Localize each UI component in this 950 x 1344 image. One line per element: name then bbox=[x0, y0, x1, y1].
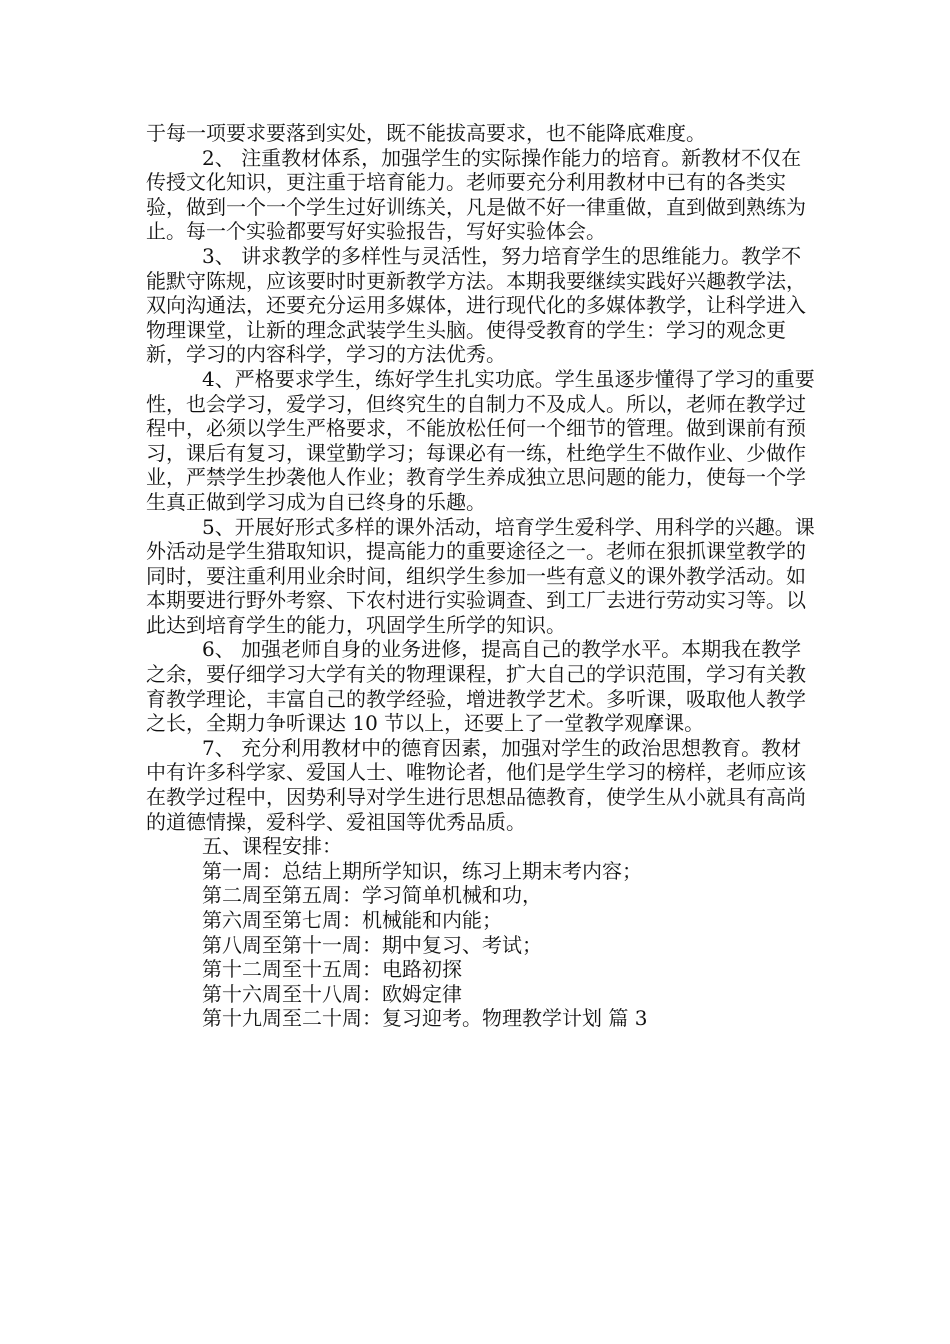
paragraph-item-3: 3、 讲求教学的多样性与灵活性，努力培育学生的思维能力。教学不能默守陈规，应该要时时更新教学方法。本期我要继续实践好兴趣教学法，双向沟通法，还要充分运用多媒体，进行现代化的多媒体教学，让科学进入物理课堂，让新的理念武装学生头脑。使得受教育的学生：学习的观念更新，学习的内容科学，学习的方法优秀。 bbox=[146, 243, 806, 367]
paragraph-item-5: 5、开展好形式多样的课外活动，培育学生爱科学、用科学的兴趣。课外活动是学生猎取知识，提高能力的重要途径之一。老师在狠抓课堂教学的同时，要注重利用业余时间，组织学生参加一些有意义的课外教学活动。如本期要进行野外考察、下农村进行实验调查、到工厂去进行劳动实习等。以此达到培育学生的能力，巩固学生所学的知识。 bbox=[146, 514, 815, 637]
paragraph-item-2: 2、 注重教材体系，加强学生的实际操作能力的培育。新教材不仅在传授文化知识，更注重于培育能力。老师要充分利用教材中已有的各类实验，做到一个一个学生过好训练关，凡是做不好一律重做，直到做到熟练为止。每一个实验都要写好实验报告，写好实验体会。 bbox=[146, 145, 806, 244]
schedule-item: 第十六周至十八周：欧姆定律 bbox=[202, 981, 462, 1006]
schedule-item: 第二周至第五周：学习简单机械和功， bbox=[202, 883, 542, 908]
schedule-heading: 五、课程安排： bbox=[202, 834, 342, 859]
schedule-item: 第一周：总结上期所学知识，练习上期末考内容； bbox=[202, 858, 642, 883]
schedule-item: 第八周至第十一周：期中复习、考试； bbox=[202, 932, 542, 957]
schedule-item: 第十二周至十五周：电路初探 bbox=[202, 957, 462, 982]
paragraph-item-6: 6、 加强老师自身的业务进修，提高自己的教学水平。本期我在教学之余，要仔细学习大学有关的物理课程，扩大自己的学识范围，学习有关教育教学理论，丰富自己的教学经验，增进教学艺术。多听课，吸取他人教学之长，全期力争听课达 10 节以上，还要上了一堂教学观摩课。 bbox=[146, 637, 806, 736]
paragraph-item-7: 7、 充分利用教材中的德育因素，加强对学生的政治思想教育。教材中有许多科学家、爱国人士、唯物论者，他们是学生学习的榜样，老师应该在教学过程中，因势利导对学生进行思想品德教育，使学生从小就具有高尚的道德情操，爱科学、爱祖国等优秀品质。 bbox=[146, 735, 806, 834]
document-body bbox=[146, 121, 816, 1031]
schedule-item: 第十九周至二十周：复习迎考。物理教学计划 篇 3 bbox=[202, 1006, 648, 1031]
paragraph-item-4: 4、严格要求学生，练好学生扎实功底。学生虽逐步懂得了学习的重要性，也会学习，爱学习，但终究生的自制力不及成人。所以，老师在教学过程中，必须以学生严格要求，不能放松任何一个细节的管理。做到课前有预习，课后有复习，课堂勤学习；每课必有一练，杜绝学生不做作业、少做作业，严禁学生抄袭他人作业；教育学生养成独立思问题的能力，使每一个学生真正做到学习成为自已终身的乐趣。 bbox=[146, 366, 815, 514]
schedule-item: 第六周至第七周：机械能和内能； bbox=[202, 908, 502, 932]
paragraph-continuation: 于每一项要求要落到实处，既不能拔高要求，也不能降底难度。 bbox=[146, 121, 706, 145]
